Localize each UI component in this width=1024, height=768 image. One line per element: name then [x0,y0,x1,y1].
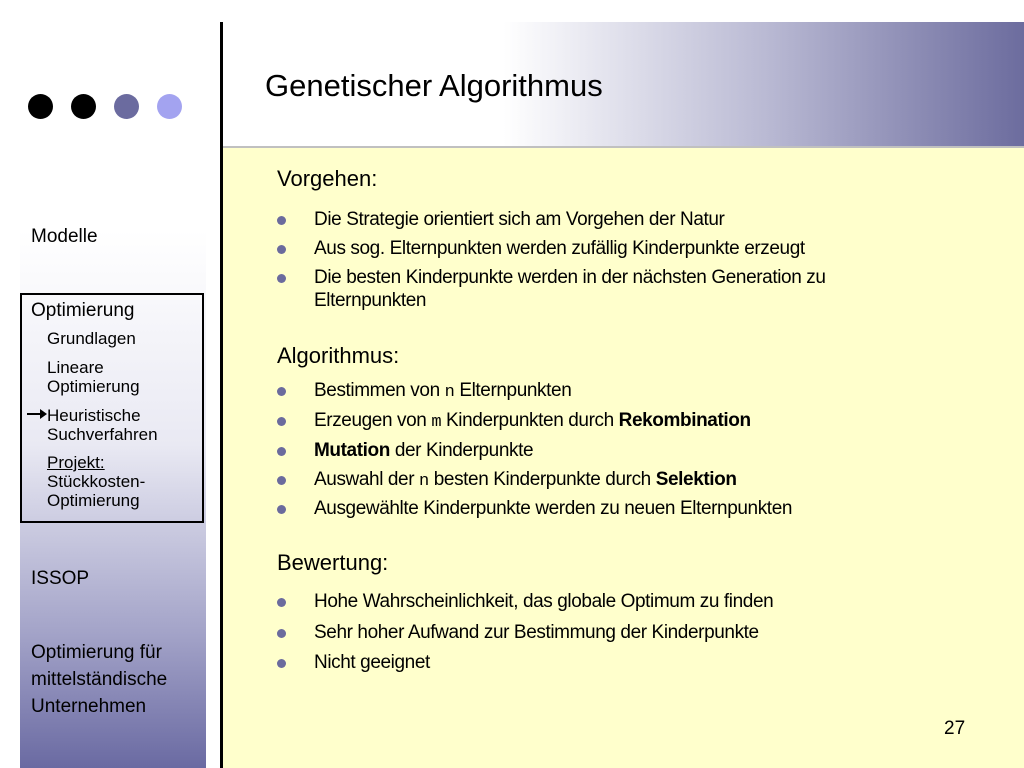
heading-vorgehen: Vorgehen: [277,166,378,191]
bullet-text: Sehr hoher Aufwand zur Bestimmung der Kinderpunkte [314,622,759,643]
bullet-text: Nicht geeignet [314,652,430,673]
nav-item-issop[interactable]: ISSOP [31,568,90,589]
nav-item-modelle[interactable]: Modelle [31,226,98,247]
text-segment: Kinderpunkten durch [441,410,619,431]
vertical-divider [220,22,223,768]
nav-sub-heuristische-line1: Heuristische [47,406,141,425]
dot-icon [157,94,182,119]
nav-item-kmu[interactable] [31,639,167,720]
current-arrow-icon [27,405,47,424]
text-segment: Erzeugen von [314,410,432,431]
bullet-text: Ausgewählte Kinderpunkte werden zu neuen Elternpunkten [314,498,793,519]
bullet-text [314,468,904,493]
variable-m: m [431,413,442,432]
nav-sub-stueck-line2: Optimierung [47,491,140,510]
bold-term: Selektion [655,469,737,490]
variable-n: n [444,383,455,402]
text-segment: Auswahl der [314,469,420,490]
text-segment: Elternpunkten [454,380,572,401]
dot-icon [114,94,139,119]
heading-algorithmus: Algorithmus: [277,343,400,368]
title-divider [223,146,1024,148]
nav-sub-projekt-label: Projekt: [47,453,105,472]
text-segment: der Kinderpunkte [389,440,534,461]
dot-icon [28,94,53,119]
bold-term: Rekombination [618,410,751,431]
text-segment: besten Kinderpunkte durch [428,469,656,490]
page-number: 27 [944,718,966,739]
text-segment: Bestimmen von [314,380,445,401]
bold-term: Mutation [314,440,390,461]
bullet-text-line2: Elternpunkten [314,290,427,311]
nav-sub-grundlagen[interactable]: Grundlagen [47,329,136,348]
bullet-text [314,266,904,312]
bullet-text-line1: Die besten Kinderpunkte werden in der nächsten Generation zu [314,267,826,288]
nav-sub-lineare[interactable] [47,358,140,396]
nav-kmu-line3: Unternehmen [31,696,147,717]
nav-sub-stueck-line1: Stückkosten- [47,472,146,491]
variable-n: n [419,472,429,491]
nav-sub-lineare-line1: Lineare [47,358,104,377]
bullet-text: Hohe Wahrscheinlichkeit, das globale Optimum zu finden [314,591,774,612]
nav-sub-heuristische-line2: Suchverfahren [47,425,158,444]
dot-icon [71,94,96,119]
bullet-text [314,439,904,462]
bullet-text: Die Strategie orientiert sich am Vorgehen der Natur [314,209,725,230]
nav-sub-projekt[interactable] [47,453,145,510]
nav-kmu-line1: Optimierung für [31,642,162,663]
nav-kmu-line2: mittelständische [31,669,168,690]
nav-sub-heuristische[interactable] [47,406,158,444]
nav-item-optimierung[interactable]: Optimierung [31,300,135,321]
bullet-text [314,379,904,404]
nav-sub-lineare-line2: Optimierung [47,377,140,396]
bullet-text [314,409,904,434]
heading-bewertung: Bewertung: [277,550,389,575]
slide-title: Genetischer Algorithmus [265,68,603,103]
bullet-text: Aus sog. Elternpunkten werden zufällig Kinderpunkte erzeugt [314,238,805,259]
